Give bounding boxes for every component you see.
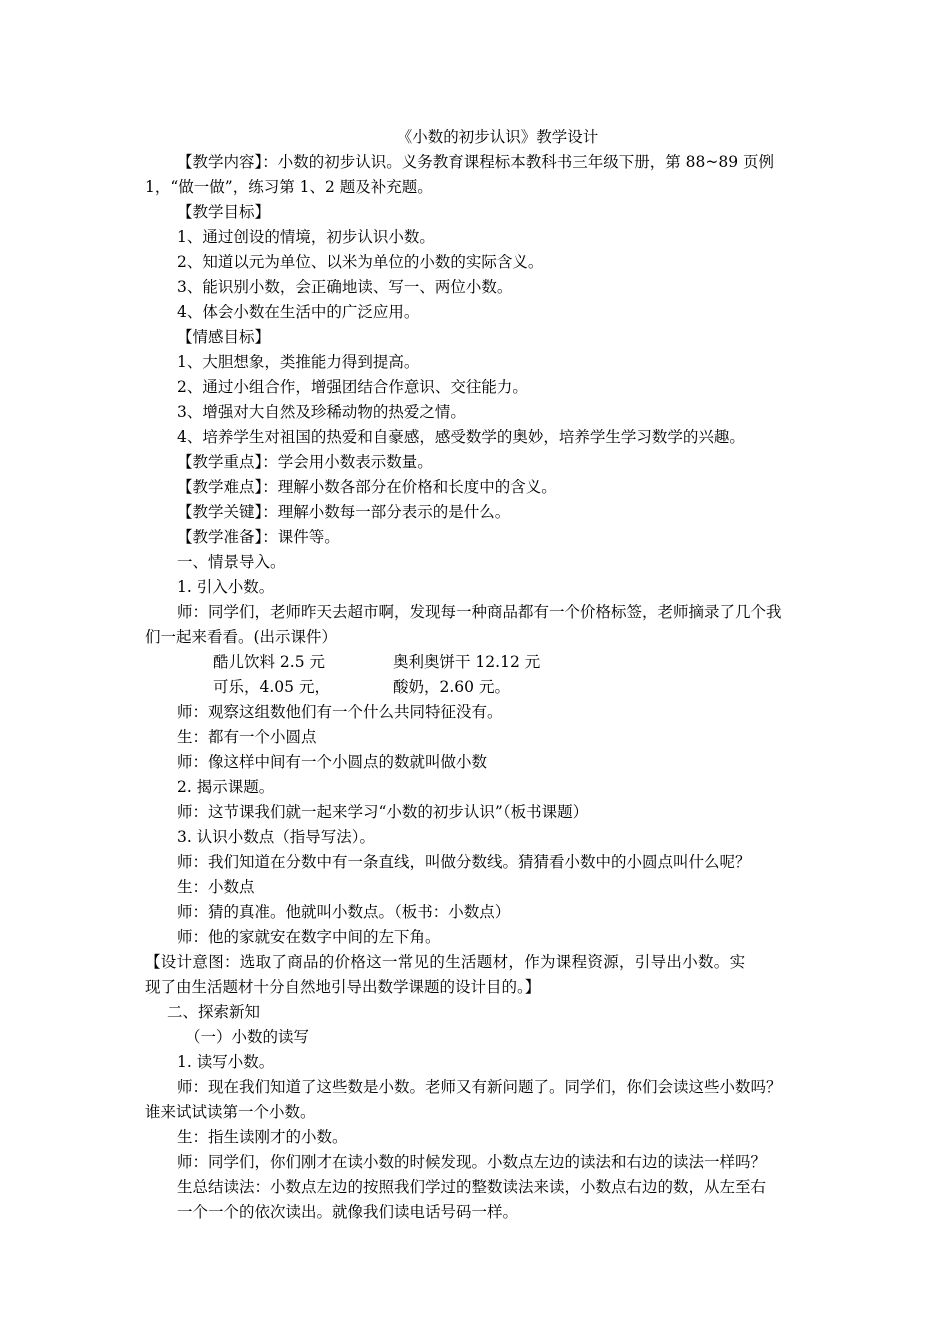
dialogue-line: 师：同学们，老师昨天去超市啊，发现每一种商品都有一个价格标签，老师摘录了几个我 (177, 603, 782, 621)
emotion-item: 3、增强对大自然及珍稀动物的热爱之情。 (177, 403, 466, 421)
emotion-item: 1、大胆想象，类推能力得到提高。 (177, 353, 420, 371)
price-row (145, 675, 810, 700)
dialogue-line: 师：我们知道在分数中有一条直线，叫做分数线。猜猜看小数中的小圆点叫什么呢？ (177, 853, 751, 871)
key-point: 【教学重点】：学会用小数表示数量。 (177, 453, 433, 471)
dialogue-line: 师：观察这组数他们有一个什么共同特征没有。 (177, 703, 503, 721)
section-heading: 二、探索新知 (167, 1003, 261, 1021)
dialogue-line: 生：都有一个小圆点 (177, 728, 317, 746)
dialogue-line: 师：这节课我们就一起来学习“小数的初步认识”（板书课题） (177, 803, 589, 821)
price-item: 酷儿饮料 2.5 元 (213, 653, 326, 671)
difficulty: 【教学难点】：理解小数各部分在价格和长度中的含义。 (177, 478, 557, 496)
subsection-heading: 3. 认识小数点（指导写法）。 (177, 828, 375, 846)
emotion-heading: 【情感目标】 (177, 328, 271, 346)
subsection-heading: （一）小数的读写 (185, 1028, 310, 1046)
dialogue-line-cont: 谁来试试读第一个小数。 (145, 1103, 316, 1121)
price-row (145, 650, 810, 675)
price-item: 奥利奥饼干 12.12 元 (393, 653, 541, 671)
subsection-heading: 2. 揭示课题。 (177, 778, 275, 796)
dialogue-line: 师：现在我们知道了这些数是小数。老师又有新问题了。同学们，你们会读这些小数吗？ (177, 1078, 782, 1096)
dialogue-line: 生：小数点 (177, 878, 255, 896)
teaching-key: 【教学关键】：理解小数每一部分表示的是什么。 (177, 503, 511, 521)
emotion-item: 4、培养学生对祖国的热爱和自豪感，感受数学的奥妙，培养学生学习数学的兴趣。 (177, 428, 745, 446)
dialogue-line: 生总结读法：小数点左边的按照我们学过的整数读法来读，小数点右边的数，从左至右 (177, 1178, 767, 1196)
dialogue-line: 师：同学们，你们刚才在读小数的时候发现。小数点左边的读法和右边的读法一样吗？ (177, 1153, 767, 1171)
teaching-prep: 【教学准备】：课件等。 (177, 528, 340, 546)
document-title: 《小数的初步认识》教学设计 (396, 128, 599, 146)
teaching-content-cont: 1，“做一做”，练习第 1、2 题及补充题。 (145, 178, 433, 196)
design-intent-cont: 现了由生活题材十分自然地引导出数学课题的设计目的。】 (145, 978, 541, 996)
subsection-heading: 1. 读写小数。 (177, 1053, 275, 1071)
dialogue-line: 师：像这样中间有一个小圆点的数就叫做小数 (177, 753, 488, 771)
design-intent: 【设计意图：选取了商品的价格这一常见的生活题材，作为课程资源，引导出小数。实 (145, 953, 746, 971)
dialogue-line: 师：猜的真准。他就叫小数点。（板书：小数点） (177, 903, 511, 921)
goals-heading: 【教学目标】 (177, 203, 271, 221)
goal-item: 4、体会小数在生活中的广泛应用。 (177, 303, 420, 321)
dialogue-line-cont: 们一起来看看。(出示课件） (145, 628, 338, 646)
subsection-heading: 1. 引入小数。 (177, 578, 275, 596)
section-heading: 一、情景导入。 (177, 553, 286, 571)
price-item: 酸奶，2.60 元。 (393, 678, 510, 696)
document-body (145, 125, 810, 1225)
dialogue-line: 师：他的家就安在数字中间的左下角。 (177, 928, 441, 946)
goal-item: 3、能识别小数，会正确地读、写一、两位小数。 (177, 278, 513, 296)
dialogue-line: 生：指生读刚才的小数。 (177, 1128, 348, 1146)
goal-item: 2、知道以元为单位、以米为单位的小数的实际含义。 (177, 253, 544, 271)
price-item: 可乐，4.05 元， (213, 678, 330, 696)
emotion-item: 2、通过小组合作，增强团结合作意识、交往能力。 (177, 378, 528, 396)
dialogue-line-cont: 一个一个的依次读出。就像我们读电话号码一样。 (177, 1203, 519, 1221)
teaching-content: 【教学内容】：小数的初步认识。义务教育课程标本教科书三年级下册，第 88~89 页例 (177, 153, 775, 171)
goal-item: 1、通过创设的情境，初步认识小数。 (177, 228, 435, 246)
